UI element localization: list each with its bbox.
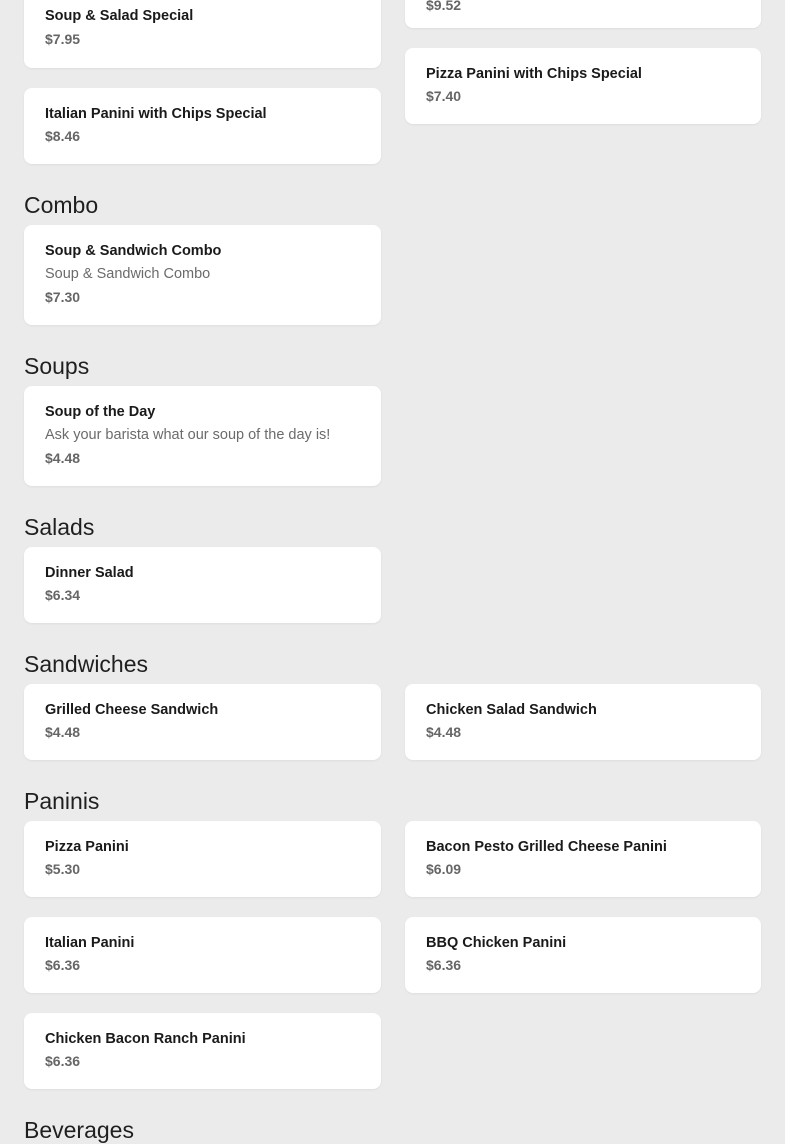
item-price: $7.95 (45, 31, 81, 47)
item-price: $9.52 (426, 0, 462, 13)
menu-item-card[interactable] (24, 917, 381, 993)
menu-item-card[interactable] (405, 0, 761, 28)
item-price: $6.36 (45, 957, 81, 973)
section-title-salads: Salads (24, 514, 95, 540)
item-name: BBQ Chicken Panini (426, 935, 567, 951)
item-name: Dinner Salad (45, 565, 134, 581)
item-name: Bacon Pesto Grilled Cheese Panini (426, 839, 667, 855)
item-name: Pizza Panini (45, 839, 129, 855)
item-price: $6.34 (45, 587, 81, 603)
item-name: Italian Panini with Chips Special (45, 106, 267, 122)
item-price: $4.48 (45, 724, 81, 740)
menu-item-card[interactable] (24, 1013, 381, 1089)
menu-item-card[interactable] (405, 684, 761, 760)
section-title-paninis: Paninis (24, 788, 100, 814)
item-price: $7.40 (426, 88, 462, 104)
item-price: $6.09 (426, 861, 462, 877)
menu-item-card[interactable] (24, 0, 381, 68)
item-description: Soup & Sandwich Combo (45, 266, 211, 282)
item-name: Chicken Salad Sandwich (426, 702, 597, 718)
item-name: Chicken Bacon Ranch Panini (45, 1031, 246, 1047)
section-title-soups: Soups (24, 353, 90, 379)
menu-item-card[interactable] (24, 821, 381, 897)
item-price: $6.36 (426, 957, 462, 973)
menu-item-card[interactable] (405, 917, 761, 993)
item-name: Pizza Panini with Chips Special (426, 66, 642, 82)
menu-item-card[interactable] (24, 88, 381, 164)
item-name: Soup & Salad Special (45, 8, 194, 24)
item-name: Soup & Sandwich Combo (45, 243, 222, 259)
item-price: $4.48 (45, 450, 81, 466)
menu-item-card[interactable] (405, 821, 761, 897)
menu-item-card[interactable] (405, 48, 761, 124)
item-name: Grilled Cheese Sandwich (45, 702, 219, 718)
menu-item-card[interactable] (24, 225, 381, 325)
item-name: Soup of the Day (45, 404, 156, 420)
item-description: Ask your barista what our soup of the day is! (45, 427, 331, 443)
section-title-beverages: Beverages (24, 1117, 134, 1143)
item-price: $7.30 (45, 289, 81, 305)
item-price: $8.46 (45, 128, 81, 144)
menu-item-card[interactable] (24, 547, 381, 623)
item-price: $6.36 (45, 1053, 81, 1069)
menu-item-card[interactable] (24, 386, 381, 486)
menu-item-card[interactable] (24, 684, 381, 760)
item-name: Italian Panini (45, 935, 135, 951)
item-price: $5.30 (45, 861, 81, 877)
section-title-combo: Combo (24, 192, 99, 218)
item-price: $4.48 (426, 724, 462, 740)
section-title-sandwiches: Sandwiches (24, 651, 149, 677)
